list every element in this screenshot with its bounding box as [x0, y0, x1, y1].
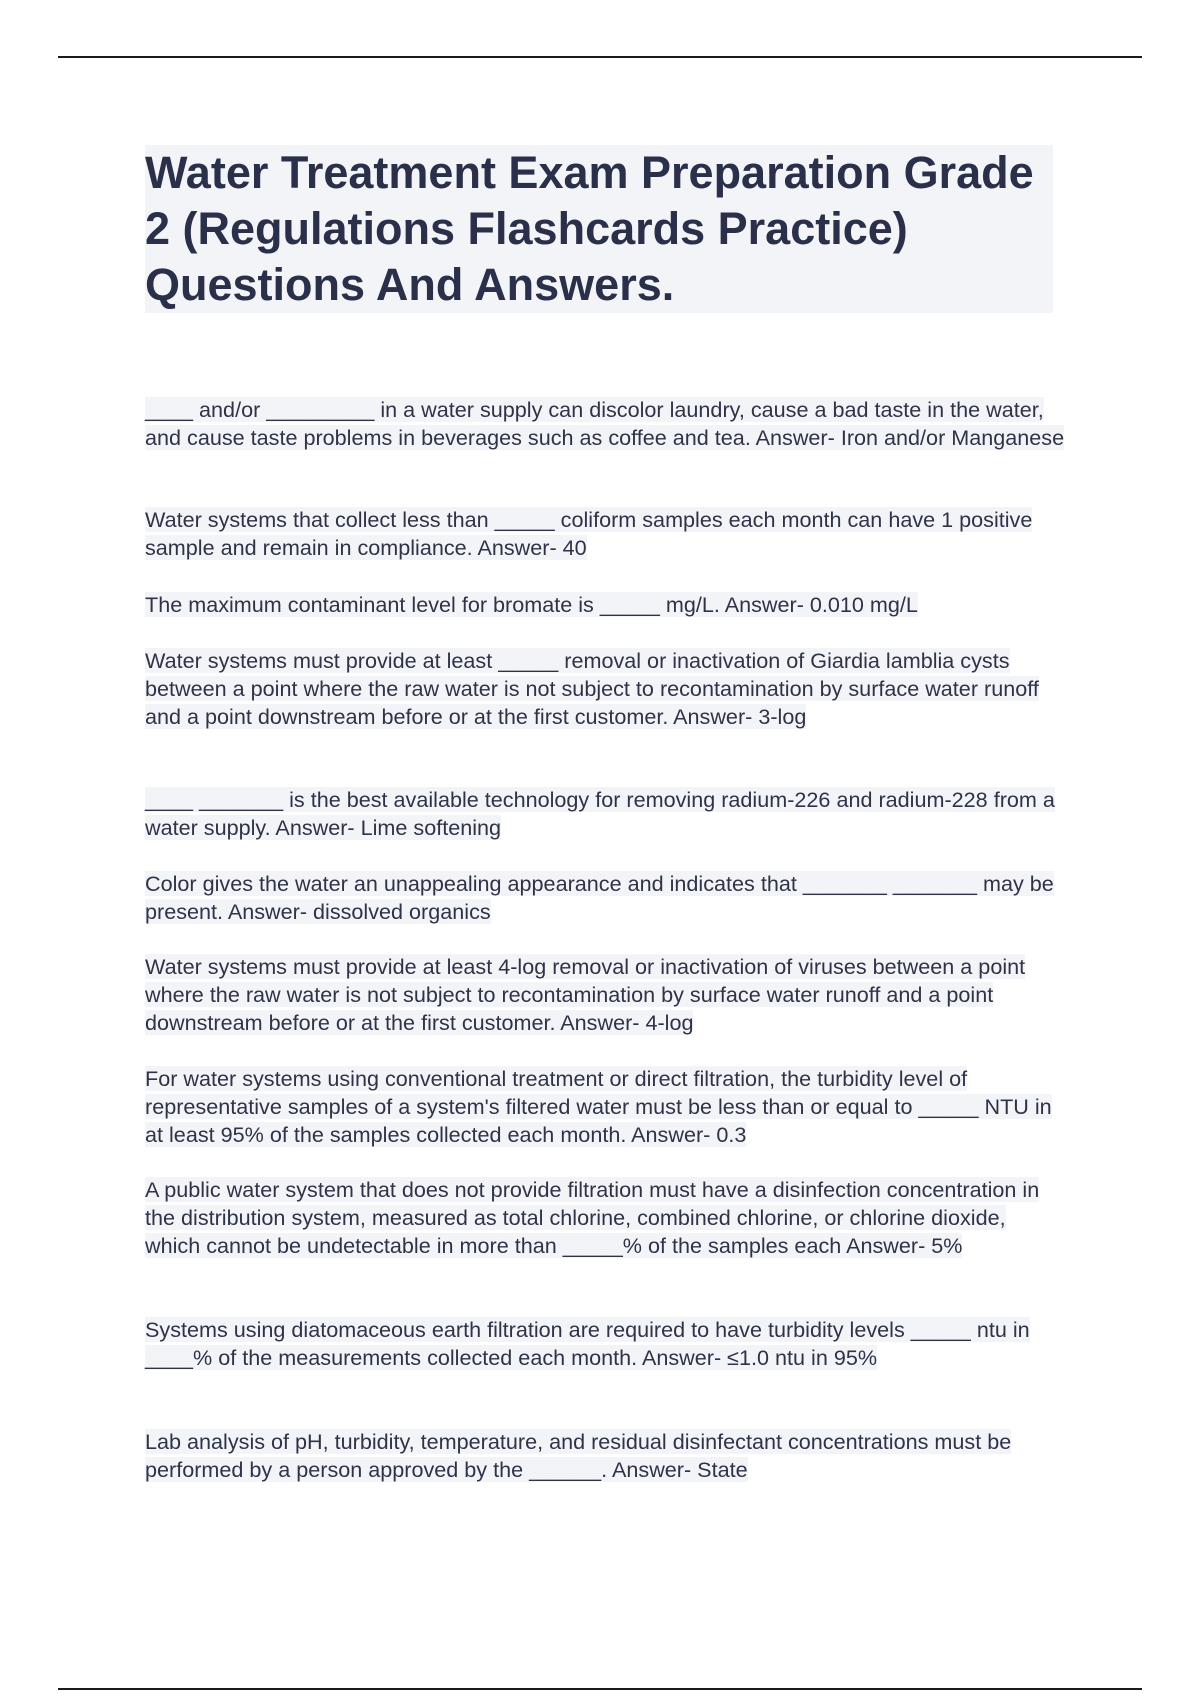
top-rule [58, 56, 1142, 58]
qa-item [145, 786, 1065, 842]
qa-text: A public water system that does not provide filtration must have a disinfection concentration in the distribution system, measured as total chlorine, combined chlorine, or chlorine dioxide, which cannot be undetectable in more than _____% of the samples each Answer- 5% [145, 1177, 1040, 1258]
bottom-rule [58, 1688, 1142, 1690]
qa-text: For water systems using conventional treatment or direct filtration, the turbidity level of representative samples of a system's filtered water must be less than or equal to _____ NTU in at least 95% of the samples collected each month. Answer- 0.3 [145, 1066, 1052, 1147]
qa-item [145, 506, 1065, 562]
qa-text: Color gives the water an unappealing appearance and indicates that _______ _______ may be present. Answer- dissolved organics [145, 871, 1054, 924]
qa-text: Water systems must provide at least 4-log removal or inactivation of viruses between a point where the raw water is not subject to recontamination by surface water runoff and a point downstream before or at the first customer. Answer- 4-log [145, 954, 1026, 1035]
qa-item [145, 870, 1065, 926]
qa-text: ____ and/or _________ in a water supply can discolor laundry, cause a bad taste in the water, and cause taste problems in beverages such as coffee and tea. Answer- Iron and/or Manganese [145, 397, 1065, 450]
title-block [145, 145, 1053, 313]
qa-text: Systems using diatomaceous earth filtration are required to have turbidity levels _____ ntu in ____% of the measurements collected each month. Answer- ≤1.0 ntu in 95% [145, 1317, 1030, 1370]
qa-item [145, 647, 1065, 731]
qa-item [145, 1428, 1065, 1484]
qa-text: Lab analysis of pH, turbidity, temperature, and residual disinfectant concentrations must be performed by a person approved by the ______. Answer- State [145, 1429, 1012, 1482]
qa-item [145, 1316, 1065, 1372]
qa-text: The maximum contaminant level for bromate is _____ mg/L. Answer- 0.010 mg/L [145, 592, 918, 617]
qa-item [145, 591, 1065, 619]
qa-item [145, 396, 1065, 452]
page-title: Water Treatment Exam Preparation Grade 2 (Regulations Flashcards Practice) Questions And Answers. [145, 147, 1034, 310]
qa-item [145, 1065, 1065, 1149]
qa-text: Water systems that collect less than _____ coliform samples each month can have 1 positive sample and remain in compliance. Answer- 40 [145, 507, 1033, 560]
qa-text: Water systems must provide at least _____ removal or inactivation of Giardia lamblia cysts between a point where the raw water is not subject to recontamination by surface water runoff and a point downstream before or at the first customer. Answer- 3-log [145, 648, 1039, 729]
qa-item [145, 1176, 1065, 1260]
qa-text: ____ _______ is the best available technology for removing radium-226 and radium-228 from a water supply. Answer- Lime softening [145, 787, 1055, 840]
qa-item [145, 953, 1065, 1037]
